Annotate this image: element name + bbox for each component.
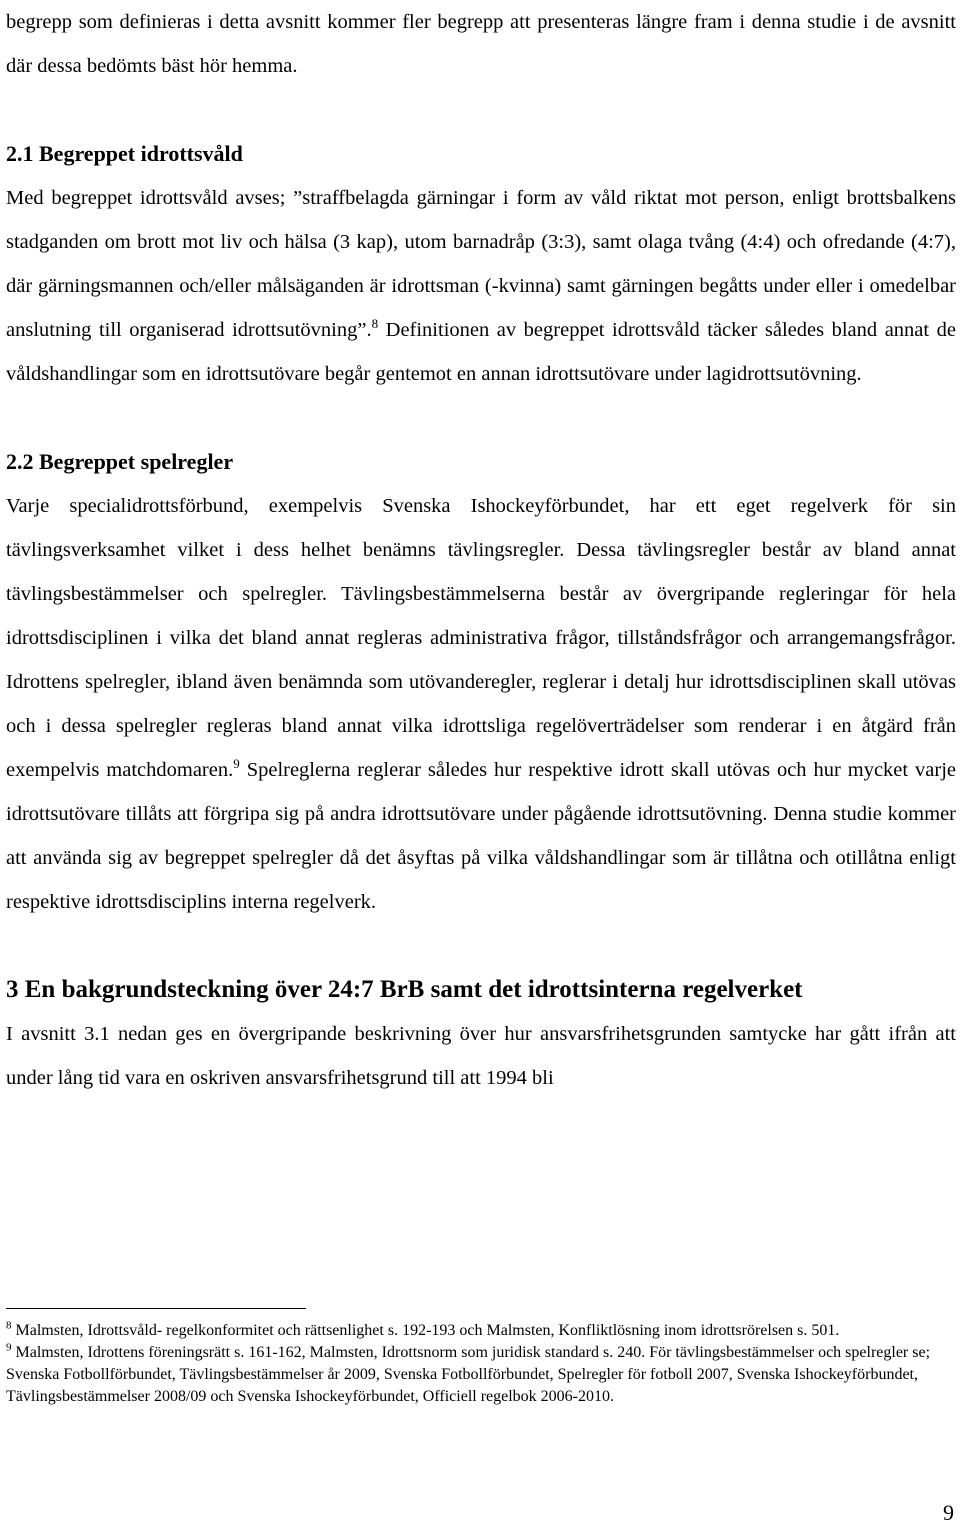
section-2-2-paragraph [6, 484, 956, 924]
section-2-2-text-a: Varje specialidrottsförbund, exempelvis Svenska Ishockeyförbundet, har ett eget regelverk för sin tävlingsverksamhet vilket i dess helhet benämns tävlingsregler. Dessa tävlingsregler består av bland annat tävlingsbestämmelser och spelregler. Tävlingsbestämmelserna består av övergripande regleringar för hela idrottsdisciplinen i vilka det bland annat regleras administrativa frågor, tillståndsfrågor och arrangemangsfrågor. Idrottens spelregler, ibland även benämnda som utövanderegler, reglerar i detalj hur idrottsdisciplinen skall utövas och i dessa spelregler regleras bland annat vilka idrottsliga regelöverträdelser som renderar i en åtgärd från exempelvis matchdomaren. [6, 495, 956, 781]
section-2-2-heading: 2.2 Begreppet spelregler [6, 449, 234, 474]
footnote-9 [6, 1342, 956, 1408]
section-2-1-heading: 2.1 Begreppet idrottsvåld [6, 141, 243, 166]
page-number: 9 [943, 1500, 954, 1525]
spacer [6, 396, 956, 440]
section-2-1-text-b: Definitionen av begreppet idrottsvåld täcker således bland annat de våldshandlingar som en idrottsutövare begår gentemot en annan idrottsutövare under lagidrottsutövning. [6, 319, 956, 385]
footnote-number: 9 [6, 1341, 12, 1354]
spacer [6, 88, 956, 132]
footnotes [6, 1320, 956, 1408]
section-3-paragraph: I avsnitt 3.1 nedan ges en övergripande beskrivning över hur ansvarsfrihetsgrunden samtycke har gått ifrån att under lång tid vara en oskriven ansvarsfrihetsgrund till att 1994 bli [6, 1023, 956, 1089]
section-2-1-paragraph [6, 176, 956, 396]
page-body [6, 0, 956, 1100]
intro-paragraph: begrepp som definieras i detta avsnitt kommer fler begrepp att presenteras längre fram i denna studie i de avsnitt där dessa bedömts bäst hör hemma. [6, 11, 956, 77]
section-2-2-text-b: Spelreglerna reglerar således hur respektive idrott skall utövas och hur mycket varje idrottsutövare tillåts att förgripa sig på andra idrottsutövare under pågående idrottsutövning. Denna studie kommer att använda sig av begreppet spelregler då det åsyftas på vilka våldshandlingar som är tillåtna och otillåtna enligt respektive idrottsdisciplins interna regelverk. [6, 759, 957, 913]
footnote-divider [6, 1308, 306, 1309]
footnote-text: Malmsten, Idrottsvåld- regelkonformitet och rättsenlighet s. 192-193 och Malmsten, Konfliktlösning inom idrottsrörelsen s. 501. [11, 1322, 840, 1339]
footnote-8 [6, 1320, 956, 1342]
footnote-ref-9[interactable]: 9 [233, 756, 240, 772]
footnote-text: Malmsten, Idrottens föreningsrätt s. 161-162, Malmsten, Idrottsnorm som juridisk standard s. 240. För tävlingsbestämmelser och spelregler se; Svenska Fotbollförbundet, Tävlingsbestämmelser år 2009, Svenska Fotbollförbundet, Spelregler för fotboll 2007, Svenska Ishockeyförbundet, Tävlingsbestämmelser 2008/09 och Svenska Ishockeyförbundet, Officiell regelbok 2006-2010. [6, 1344, 931, 1405]
spacer [6, 924, 956, 968]
section-2-1-text-a: Med begreppet idrottsvåld avses; ”straffbelagda gärningar i form av våld riktat mot person, enligt brottsbalkens stadganden om brott mot liv och hälsa (3 kap), utom barnadråp (3:3), samt olaga tvång (4:4) och ofredande (4:7), där gärningsmannen och/eller målsäganden är idrottsman (-kvinna) samt gärningen begåtts under eller i omedelbar anslutning till organiserad idrottsutövning”. [6, 187, 956, 341]
footnote-ref-8[interactable]: 8 [371, 316, 379, 332]
footnote-number: 8 [6, 1319, 12, 1332]
section-3-heading: 3 En bakgrundsteckning över 24:7 BrB samt det idrottsinterna regelverket [6, 976, 803, 1003]
